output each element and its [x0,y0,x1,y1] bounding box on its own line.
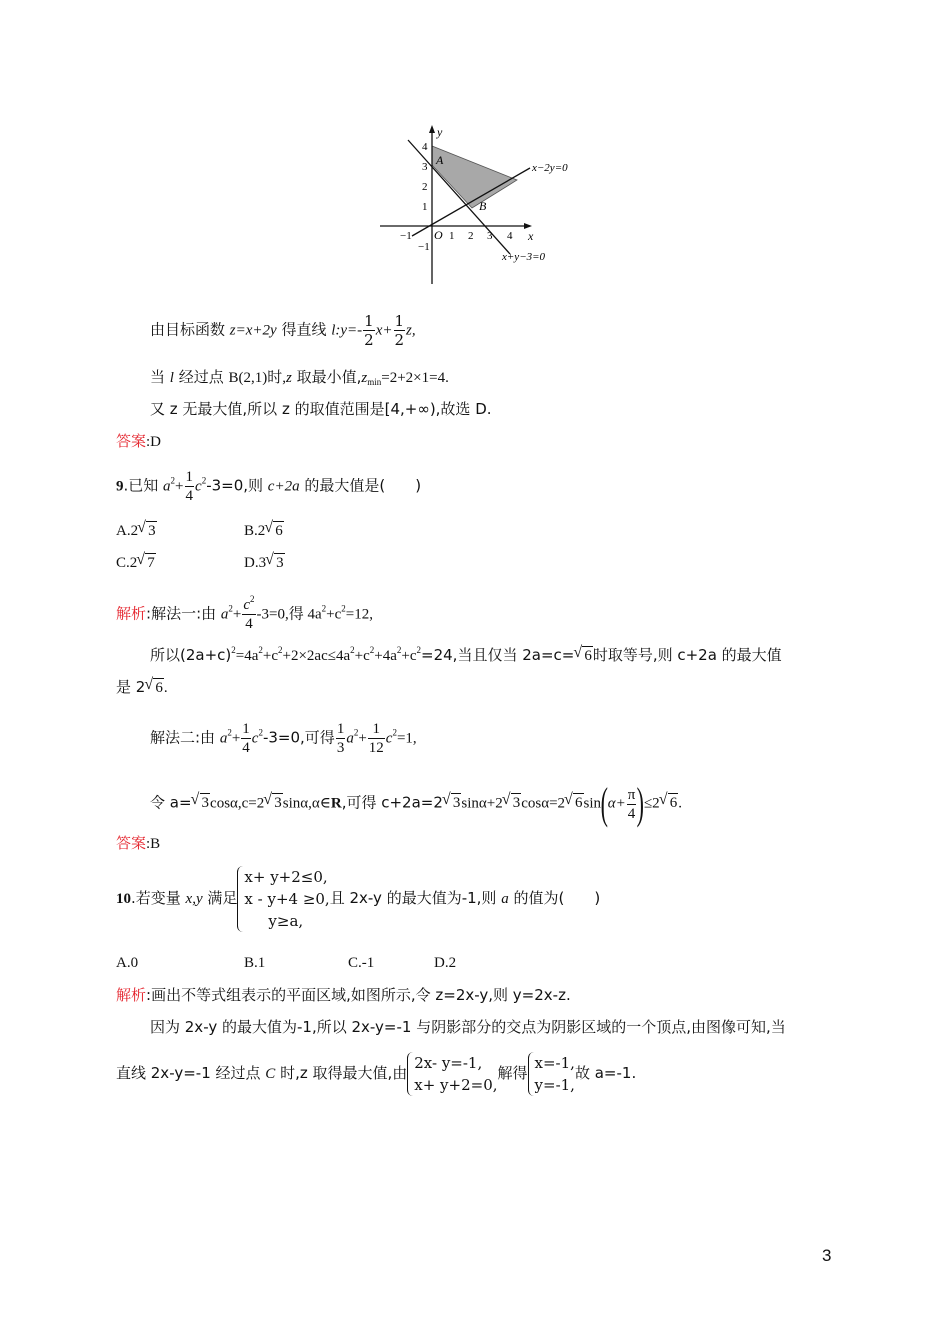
q9-analysis-line2: 所以$(2a+c)^2=4a^2+c^2+2\times 2ac\le 4a^2+c^2+4a^2+c^2=24$,当且仅当 2a=c=√ 6时取等号,则 c+2a 的最大值 [150,644,782,667]
x-axis-label: x [528,229,534,243]
shaded-region [432,146,517,208]
q10-option-d[interactable]: D.2 [434,955,457,971]
tick-x-4: 4 [507,230,513,242]
q9-analysis-method1: 解析:解法一:由 $a^2+$ $\frac{c^2}{4}$ -3=0,得 $4a^2+c^2=12$, [116,594,374,632]
q9-stem: 9.已知 $a^2+$ $\frac{1}{4}$ $c^2-3=0$,则 c+2a 的最大值是( ) [116,469,422,504]
q9-option-b[interactable]: B.2√ 6 [244,520,284,542]
tick-x-1: 1 [449,230,455,242]
q9-option-a[interactable]: A.2√ 3 [116,520,157,542]
point-b-label: B [479,199,487,213]
q9-analysis-line3: 是 2√ 6. [116,676,168,699]
prev-line-objective: 由目标函数 z=x+2y 得直线 l:y=- $\frac{1}{2}$ x+ $\frac{1}{2}$ z, [150,312,416,349]
q9-analysis-method2: 解法二:由 $a^2+$ $\frac{1}{4}$ $c^2-3=0$,可得 $\frac{1}{3}$ $a^2+$ $\frac{1}{12}$ $c^2=1$, [150,721,417,756]
tick-y-3: 3 [422,161,428,173]
feasible-region-graph [372,120,582,290]
tick-y-4: 4 [422,141,428,153]
tick-x-2: 2 [468,230,474,242]
prev-answer: 答案:D [116,432,162,450]
q9-option-c[interactable]: C.2√ 7 [116,552,156,574]
prev-line-minimum: 当 l 经过点 B(2,1)时,z 取最小值$,z_{min}=2+2\times 1=4$. [150,368,449,387]
q10-stem: 10.若变量 x,y 满足 x+ y+2≤0, x - y+4 ≥0, y≥a, 且 2x-y 的最大值为-1,则 a 的值为( ) [116,868,601,930]
tick-y-2: 2 [422,181,428,193]
tick-x-3: 3 [487,230,493,242]
inequality-system: x+ y+2≤0, x - y+4 ≥0, y≥a, [237,866,329,932]
q9-option-d[interactable]: D.3√ 3 [244,552,285,574]
q10-option-a[interactable]: A.0 [116,955,139,971]
line-label-x-y-3: x+y−3=0 [502,251,546,263]
q10-analysis-line1: 解析:画出不等式组表示的平面区域,如图所示,令 z=2x-y,则 y=2x-z. [116,986,571,1004]
y-axis-label: y [437,125,443,139]
tick-y-neg1: −1 [418,241,430,253]
origin-label: O [434,228,443,242]
page-number: 3 [822,1246,832,1265]
q10-option-c[interactable]: C.-1 [348,955,375,971]
fraction-half: $\frac{1}{2}$ [394,312,405,349]
q10-analysis-line3: 直线 2x-y=-1 经过点 C 时,z 取得最大值,由 2x- y=-1, x+ y+2=0, 解得 x=-1, y=-1, 故 a=-1. [116,1054,637,1094]
q9-answer: 答案:B [116,834,161,852]
tick-x-neg1: −1 [400,230,412,242]
y-axis-arrow [429,125,435,133]
line-label-x-2y: x−2y=0 [532,162,568,174]
q10-option-b[interactable]: B.1 [244,955,266,971]
point-a-label: A [436,153,444,167]
q9-analysis-substitution: 令 a=√ 3cosα,c=2√ 3sinα,α∈R,可得 c+2a=2√ 3sinα+2√ 3cosα=2√ 6sin(α+ $\frac{\pi}{4}$ )≤2√ 6. [150,782,682,826]
tick-y-1: 1 [422,201,428,213]
prev-line-range: 又 z 无最大值,所以 z 的取值范围是[4,+∞),故选 D. [150,400,492,418]
solution-system: x=-1, y=-1, [528,1052,575,1096]
equation-system: 2x- y=-1, x+ y+2=0, [407,1052,497,1096]
fraction-half: $\frac{1}{2}$ [364,312,374,349]
q10-analysis-line2: 因为 2x-y 的最大值为-1,所以 2x-y=-1 与阴影部分的交点为阴影区域的一个顶点,由图像可知,当 [150,1018,786,1036]
